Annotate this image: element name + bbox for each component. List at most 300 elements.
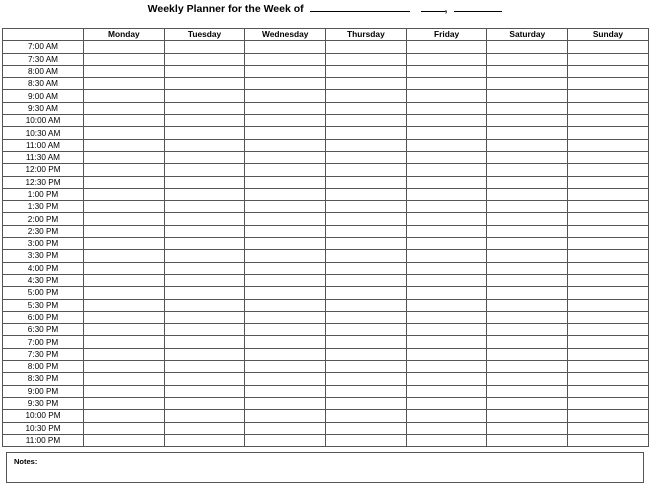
schedule-cell-thursday[interactable] <box>326 397 407 409</box>
schedule-cell-thursday[interactable] <box>326 361 407 373</box>
schedule-cell-sunday[interactable] <box>568 115 649 127</box>
schedule-cell-tuesday[interactable] <box>164 188 245 200</box>
date-day-blank-field[interactable] <box>421 2 445 12</box>
time-label: 11:00 AM <box>3 139 84 151</box>
schedule-cell-tuesday[interactable] <box>164 225 245 237</box>
schedule-cell-saturday[interactable] <box>487 238 568 250</box>
schedule-cell-tuesday[interactable] <box>164 65 245 77</box>
schedule-cell-wednesday[interactable] <box>245 434 326 446</box>
schedule-cell-wednesday[interactable] <box>245 311 326 323</box>
planner-body <box>3 41 649 447</box>
schedule-cell-monday[interactable] <box>84 188 165 200</box>
schedule-cell-friday[interactable] <box>406 127 487 139</box>
time-slot-row <box>3 274 649 286</box>
schedule-cell-friday[interactable] <box>406 287 487 299</box>
schedule-cell-wednesday[interactable] <box>245 361 326 373</box>
time-slot-row <box>3 201 649 213</box>
time-label: 2:00 PM <box>3 213 84 225</box>
time-slot-row <box>3 311 649 323</box>
time-slot-row <box>3 299 649 311</box>
schedule-cell-wednesday[interactable] <box>245 250 326 262</box>
title-text: Weekly Planner for the Week of <box>147 3 304 15</box>
time-slot-row <box>3 127 649 139</box>
schedule-cell-tuesday[interactable] <box>164 422 245 434</box>
schedule-cell-sunday[interactable] <box>568 422 649 434</box>
schedule-cell-monday[interactable] <box>84 201 165 213</box>
schedule-cell-wednesday[interactable] <box>245 65 326 77</box>
schedule-cell-wednesday[interactable] <box>245 188 326 200</box>
week-blank-field[interactable] <box>310 2 410 12</box>
schedule-cell-monday[interactable] <box>84 287 165 299</box>
schedule-cell-wednesday[interactable] <box>245 201 326 213</box>
schedule-cell-thursday[interactable] <box>326 410 407 422</box>
schedule-cell-tuesday[interactable] <box>164 238 245 250</box>
schedule-cell-sunday[interactable] <box>568 262 649 274</box>
schedule-cell-wednesday[interactable] <box>245 151 326 163</box>
time-label: 10:30 PM <box>3 422 84 434</box>
schedule-cell-sunday[interactable] <box>568 41 649 53</box>
schedule-cell-sunday[interactable] <box>568 127 649 139</box>
schedule-cell-thursday[interactable] <box>326 115 407 127</box>
schedule-cell-tuesday[interactable] <box>164 127 245 139</box>
schedule-cell-sunday[interactable] <box>568 336 649 348</box>
time-slot-row <box>3 434 649 446</box>
schedule-cell-sunday[interactable] <box>568 385 649 397</box>
schedule-cell-tuesday[interactable] <box>164 41 245 53</box>
schedule-cell-tuesday[interactable] <box>164 348 245 360</box>
time-slot-row <box>3 102 649 114</box>
schedule-cell-friday[interactable] <box>406 213 487 225</box>
schedule-cell-thursday[interactable] <box>326 324 407 336</box>
schedule-cell-friday[interactable] <box>406 348 487 360</box>
schedule-cell-sunday[interactable] <box>568 53 649 65</box>
time-slot-row <box>3 78 649 90</box>
schedule-cell-thursday[interactable] <box>326 385 407 397</box>
schedule-cell-saturday[interactable] <box>487 373 568 385</box>
schedule-cell-wednesday[interactable] <box>245 176 326 188</box>
time-label: 9:30 AM <box>3 102 84 114</box>
schedule-cell-monday[interactable] <box>84 176 165 188</box>
schedule-cell-wednesday[interactable] <box>245 102 326 114</box>
time-label: 9:00 PM <box>3 385 84 397</box>
schedule-cell-wednesday[interactable] <box>245 115 326 127</box>
schedule-cell-saturday[interactable] <box>487 53 568 65</box>
schedule-cell-thursday[interactable] <box>326 422 407 434</box>
schedule-cell-friday[interactable] <box>406 385 487 397</box>
schedule-cell-tuesday[interactable] <box>164 410 245 422</box>
schedule-cell-saturday[interactable] <box>487 274 568 286</box>
time-slot-row <box>3 287 649 299</box>
schedule-cell-sunday[interactable] <box>568 90 649 102</box>
header-row <box>3 29 649 41</box>
schedule-cell-saturday[interactable] <box>487 348 568 360</box>
schedule-cell-monday[interactable] <box>84 115 165 127</box>
time-slot-row <box>3 65 649 77</box>
schedule-cell-thursday[interactable] <box>326 225 407 237</box>
schedule-cell-friday[interactable] <box>406 115 487 127</box>
schedule-cell-monday[interactable] <box>84 422 165 434</box>
schedule-cell-sunday[interactable] <box>568 188 649 200</box>
schedule-cell-tuesday[interactable] <box>164 90 245 102</box>
schedule-cell-monday[interactable] <box>84 336 165 348</box>
schedule-cell-friday[interactable] <box>406 299 487 311</box>
schedule-cell-saturday[interactable] <box>487 299 568 311</box>
schedule-cell-saturday[interactable] <box>487 410 568 422</box>
schedule-cell-saturday[interactable] <box>487 213 568 225</box>
schedule-cell-monday[interactable] <box>84 164 165 176</box>
schedule-cell-tuesday[interactable] <box>164 434 245 446</box>
schedule-cell-wednesday[interactable] <box>245 287 326 299</box>
schedule-cell-monday[interactable] <box>84 373 165 385</box>
schedule-cell-tuesday[interactable] <box>164 78 245 90</box>
schedule-cell-monday[interactable] <box>84 385 165 397</box>
schedule-cell-monday[interactable] <box>84 151 165 163</box>
time-label: 4:00 PM <box>3 262 84 274</box>
schedule-cell-tuesday[interactable] <box>164 299 245 311</box>
time-label: 8:30 AM <box>3 78 84 90</box>
schedule-cell-thursday[interactable] <box>326 336 407 348</box>
schedule-cell-monday[interactable] <box>84 434 165 446</box>
time-label: 11:00 PM <box>3 434 84 446</box>
time-label: 7:30 PM <box>3 348 84 360</box>
time-slot-row <box>3 151 649 163</box>
schedule-cell-thursday[interactable] <box>326 139 407 151</box>
schedule-cell-thursday[interactable] <box>326 434 407 446</box>
schedule-cell-wednesday[interactable] <box>245 164 326 176</box>
schedule-cell-thursday[interactable] <box>326 250 407 262</box>
schedule-cell-saturday[interactable] <box>487 434 568 446</box>
schedule-cell-friday[interactable] <box>406 53 487 65</box>
day-header-friday: Friday <box>406 29 487 41</box>
schedule-cell-sunday[interactable] <box>568 348 649 360</box>
schedule-cell-saturday[interactable] <box>487 127 568 139</box>
schedule-cell-thursday[interactable] <box>326 90 407 102</box>
schedule-cell-tuesday[interactable] <box>164 201 245 213</box>
schedule-cell-friday[interactable] <box>406 41 487 53</box>
schedule-cell-wednesday[interactable] <box>245 348 326 360</box>
schedule-cell-sunday[interactable] <box>568 151 649 163</box>
schedule-cell-saturday[interactable] <box>487 324 568 336</box>
notes-box[interactable] <box>6 452 644 483</box>
schedule-cell-tuesday[interactable] <box>164 336 245 348</box>
schedule-cell-friday[interactable] <box>406 102 487 114</box>
time-label: 8:30 PM <box>3 373 84 385</box>
schedule-cell-saturday[interactable] <box>487 115 568 127</box>
schedule-cell-sunday[interactable] <box>568 225 649 237</box>
schedule-cell-monday[interactable] <box>84 127 165 139</box>
schedule-cell-saturday[interactable] <box>487 201 568 213</box>
schedule-cell-thursday[interactable] <box>326 151 407 163</box>
schedule-cell-friday[interactable] <box>406 361 487 373</box>
schedule-cell-friday[interactable] <box>406 311 487 323</box>
schedule-cell-wednesday[interactable] <box>245 385 326 397</box>
schedule-cell-saturday[interactable] <box>487 102 568 114</box>
schedule-cell-friday[interactable] <box>406 274 487 286</box>
schedule-cell-tuesday[interactable] <box>164 151 245 163</box>
schedule-cell-tuesday[interactable] <box>164 373 245 385</box>
schedule-cell-friday[interactable] <box>406 151 487 163</box>
schedule-cell-tuesday[interactable] <box>164 397 245 409</box>
time-label: 12:00 PM <box>3 164 84 176</box>
schedule-cell-monday[interactable] <box>84 250 165 262</box>
schedule-cell-saturday[interactable] <box>487 287 568 299</box>
schedule-cell-wednesday[interactable] <box>245 90 326 102</box>
time-slot-row <box>3 397 649 409</box>
time-slot-row <box>3 188 649 200</box>
schedule-cell-wednesday[interactable] <box>245 53 326 65</box>
schedule-cell-tuesday[interactable] <box>164 311 245 323</box>
time-slot-row <box>3 361 649 373</box>
schedule-cell-tuesday[interactable] <box>164 274 245 286</box>
schedule-cell-saturday[interactable] <box>487 176 568 188</box>
time-label: 5:30 PM <box>3 299 84 311</box>
schedule-cell-monday[interactable] <box>84 348 165 360</box>
time-label: 8:00 AM <box>3 65 84 77</box>
schedule-cell-wednesday[interactable] <box>245 213 326 225</box>
time-label: 5:00 PM <box>3 287 84 299</box>
schedule-cell-wednesday[interactable] <box>245 324 326 336</box>
schedule-cell-sunday[interactable] <box>568 361 649 373</box>
page-title <box>0 2 650 15</box>
time-slot-row <box>3 348 649 360</box>
time-label: 10:30 AM <box>3 127 84 139</box>
schedule-cell-friday[interactable] <box>406 250 487 262</box>
time-label: 3:00 PM <box>3 238 84 250</box>
schedule-cell-thursday[interactable] <box>326 201 407 213</box>
schedule-cell-tuesday[interactable] <box>164 262 245 274</box>
schedule-cell-tuesday[interactable] <box>164 287 245 299</box>
schedule-cell-saturday[interactable] <box>487 385 568 397</box>
schedule-cell-thursday[interactable] <box>326 274 407 286</box>
schedule-cell-saturday[interactable] <box>487 65 568 77</box>
schedule-cell-thursday[interactable] <box>326 299 407 311</box>
schedule-cell-sunday[interactable] <box>568 139 649 151</box>
schedule-cell-wednesday[interactable] <box>245 78 326 90</box>
schedule-cell-thursday[interactable] <box>326 287 407 299</box>
schedule-cell-sunday[interactable] <box>568 434 649 446</box>
time-slot-row <box>3 324 649 336</box>
time-slot-row <box>3 213 649 225</box>
schedule-cell-monday[interactable] <box>84 361 165 373</box>
schedule-cell-wednesday[interactable] <box>245 41 326 53</box>
time-label: 9:00 AM <box>3 90 84 102</box>
schedule-cell-wednesday[interactable] <box>245 410 326 422</box>
schedule-cell-tuesday[interactable] <box>164 53 245 65</box>
schedule-cell-wednesday[interactable] <box>245 422 326 434</box>
schedule-cell-sunday[interactable] <box>568 250 649 262</box>
schedule-cell-friday[interactable] <box>406 336 487 348</box>
schedule-cell-saturday[interactable] <box>487 336 568 348</box>
schedule-cell-tuesday[interactable] <box>164 102 245 114</box>
schedule-cell-friday[interactable] <box>406 164 487 176</box>
schedule-cell-monday[interactable] <box>84 274 165 286</box>
schedule-cell-sunday[interactable] <box>568 373 649 385</box>
time-slot-row <box>3 115 649 127</box>
schedule-cell-wednesday[interactable] <box>245 139 326 151</box>
schedule-cell-friday[interactable] <box>406 410 487 422</box>
schedule-cell-wednesday[interactable] <box>245 373 326 385</box>
schedule-cell-friday[interactable] <box>406 238 487 250</box>
schedule-cell-sunday[interactable] <box>568 274 649 286</box>
schedule-cell-wednesday[interactable] <box>245 299 326 311</box>
time-slot-row <box>3 176 649 188</box>
schedule-cell-wednesday[interactable] <box>245 336 326 348</box>
schedule-cell-saturday[interactable] <box>487 397 568 409</box>
schedule-cell-thursday[interactable] <box>326 348 407 360</box>
schedule-cell-tuesday[interactable] <box>164 176 245 188</box>
schedule-cell-saturday[interactable] <box>487 225 568 237</box>
schedule-cell-sunday[interactable] <box>568 213 649 225</box>
schedule-cell-sunday[interactable] <box>568 102 649 114</box>
schedule-cell-monday[interactable] <box>84 213 165 225</box>
schedule-cell-tuesday[interactable] <box>164 385 245 397</box>
schedule-cell-monday[interactable] <box>84 311 165 323</box>
schedule-cell-wednesday[interactable] <box>245 238 326 250</box>
schedule-cell-saturday[interactable] <box>487 78 568 90</box>
schedule-cell-friday[interactable] <box>406 188 487 200</box>
schedule-cell-tuesday[interactable] <box>164 213 245 225</box>
schedule-cell-sunday[interactable] <box>568 397 649 409</box>
schedule-cell-friday[interactable] <box>406 262 487 274</box>
schedule-cell-friday[interactable] <box>406 201 487 213</box>
time-label: 7:00 PM <box>3 336 84 348</box>
schedule-cell-tuesday[interactable] <box>164 250 245 262</box>
schedule-cell-thursday[interactable] <box>326 102 407 114</box>
schedule-cell-thursday[interactable] <box>326 65 407 77</box>
schedule-cell-wednesday[interactable] <box>245 225 326 237</box>
schedule-cell-monday[interactable] <box>84 299 165 311</box>
schedule-cell-tuesday[interactable] <box>164 361 245 373</box>
time-label: 6:00 PM <box>3 311 84 323</box>
schedule-cell-sunday[interactable] <box>568 287 649 299</box>
schedule-cell-thursday[interactable] <box>326 262 407 274</box>
planner-table <box>2 28 649 447</box>
schedule-cell-sunday[interactable] <box>568 65 649 77</box>
schedule-cell-sunday[interactable] <box>568 201 649 213</box>
schedule-cell-sunday[interactable] <box>568 311 649 323</box>
schedule-cell-thursday[interactable] <box>326 53 407 65</box>
schedule-cell-monday[interactable] <box>84 53 165 65</box>
schedule-cell-thursday[interactable] <box>326 188 407 200</box>
schedule-cell-sunday[interactable] <box>568 299 649 311</box>
schedule-cell-saturday[interactable] <box>487 311 568 323</box>
schedule-cell-monday[interactable] <box>84 65 165 77</box>
schedule-cell-monday[interactable] <box>84 41 165 53</box>
time-label: 4:30 PM <box>3 274 84 286</box>
schedule-cell-saturday[interactable] <box>487 41 568 53</box>
schedule-cell-saturday[interactable] <box>487 262 568 274</box>
schedule-cell-sunday[interactable] <box>568 324 649 336</box>
schedule-cell-thursday[interactable] <box>326 164 407 176</box>
time-slot-row <box>3 385 649 397</box>
schedule-cell-friday[interactable] <box>406 78 487 90</box>
schedule-cell-wednesday[interactable] <box>245 262 326 274</box>
time-slot-row <box>3 336 649 348</box>
schedule-cell-thursday[interactable] <box>326 213 407 225</box>
time-label: 12:30 PM <box>3 176 84 188</box>
schedule-cell-monday[interactable] <box>84 225 165 237</box>
schedule-cell-sunday[interactable] <box>568 78 649 90</box>
schedule-cell-wednesday[interactable] <box>245 274 326 286</box>
schedule-cell-sunday[interactable] <box>568 238 649 250</box>
day-header-monday: Monday <box>84 29 165 41</box>
day-header-saturday: Saturday <box>487 29 568 41</box>
schedule-cell-saturday[interactable] <box>487 188 568 200</box>
schedule-cell-saturday[interactable] <box>487 164 568 176</box>
schedule-cell-sunday[interactable] <box>568 176 649 188</box>
time-column-header <box>3 29 84 41</box>
day-header-sunday: Sunday <box>568 29 649 41</box>
schedule-cell-monday[interactable] <box>84 410 165 422</box>
schedule-cell-tuesday[interactable] <box>164 164 245 176</box>
schedule-cell-friday[interactable] <box>406 422 487 434</box>
schedule-cell-friday[interactable] <box>406 434 487 446</box>
time-slot-row <box>3 225 649 237</box>
time-label: 9:30 PM <box>3 397 84 409</box>
schedule-cell-saturday[interactable] <box>487 250 568 262</box>
schedule-cell-monday[interactable] <box>84 262 165 274</box>
notes-label: Notes: <box>14 457 38 466</box>
schedule-cell-friday[interactable] <box>406 373 487 385</box>
day-header-wednesday: Wednesday <box>245 29 326 41</box>
schedule-cell-saturday[interactable] <box>487 151 568 163</box>
time-label: 6:30 PM <box>3 324 84 336</box>
schedule-cell-tuesday[interactable] <box>164 324 245 336</box>
time-slot-row <box>3 410 649 422</box>
schedule-cell-monday[interactable] <box>84 90 165 102</box>
schedule-cell-sunday[interactable] <box>568 410 649 422</box>
time-label: 2:30 PM <box>3 225 84 237</box>
time-slot-row <box>3 250 649 262</box>
schedule-cell-thursday[interactable] <box>326 41 407 53</box>
schedule-cell-thursday[interactable] <box>326 127 407 139</box>
schedule-cell-thursday[interactable] <box>326 311 407 323</box>
time-slot-row <box>3 139 649 151</box>
schedule-cell-thursday[interactable] <box>326 238 407 250</box>
schedule-cell-monday[interactable] <box>84 102 165 114</box>
schedule-cell-saturday[interactable] <box>487 90 568 102</box>
schedule-cell-tuesday[interactable] <box>164 115 245 127</box>
schedule-cell-monday[interactable] <box>84 78 165 90</box>
schedule-cell-saturday[interactable] <box>487 422 568 434</box>
schedule-cell-tuesday[interactable] <box>164 139 245 151</box>
schedule-cell-saturday[interactable] <box>487 139 568 151</box>
schedule-cell-monday[interactable] <box>84 324 165 336</box>
schedule-cell-friday[interactable] <box>406 139 487 151</box>
day-header-thursday: Thursday <box>326 29 407 41</box>
schedule-cell-wednesday[interactable] <box>245 127 326 139</box>
time-label: 7:00 AM <box>3 41 84 53</box>
schedule-cell-friday[interactable] <box>406 65 487 77</box>
schedule-cell-friday[interactable] <box>406 397 487 409</box>
schedule-cell-monday[interactable] <box>84 397 165 409</box>
schedule-cell-monday[interactable] <box>84 139 165 151</box>
schedule-cell-thursday[interactable] <box>326 78 407 90</box>
schedule-cell-sunday[interactable] <box>568 164 649 176</box>
time-label: 10:00 PM <box>3 410 84 422</box>
time-label: 7:30 AM <box>3 53 84 65</box>
schedule-cell-friday[interactable] <box>406 225 487 237</box>
schedule-cell-thursday[interactable] <box>326 373 407 385</box>
schedule-cell-saturday[interactable] <box>487 361 568 373</box>
schedule-cell-monday[interactable] <box>84 238 165 250</box>
date-year-blank-field[interactable] <box>454 2 502 12</box>
schedule-cell-friday[interactable] <box>406 176 487 188</box>
schedule-cell-wednesday[interactable] <box>245 397 326 409</box>
schedule-cell-friday[interactable] <box>406 90 487 102</box>
schedule-cell-friday[interactable] <box>406 324 487 336</box>
schedule-cell-thursday[interactable] <box>326 176 407 188</box>
